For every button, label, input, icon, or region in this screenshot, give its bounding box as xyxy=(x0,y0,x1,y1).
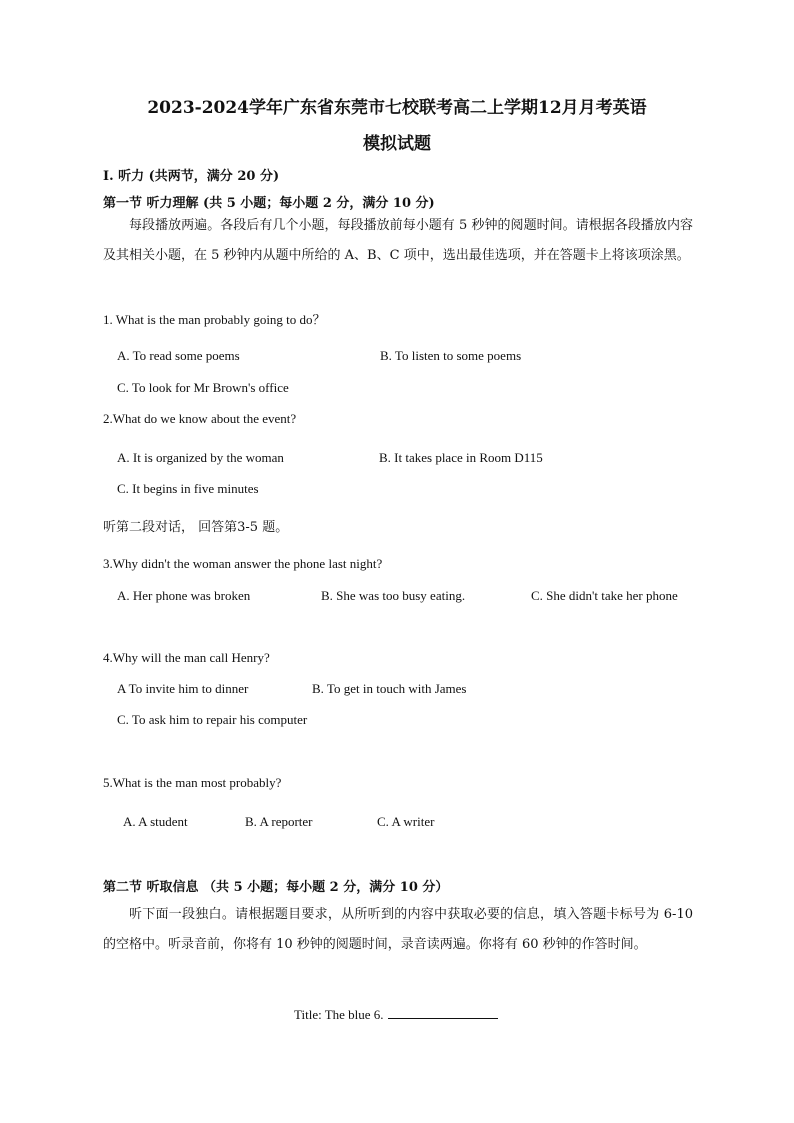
part2-instructions: 听下面一段独白。请根据题目要求，从所听到的内容中获取必要的信息，填入答题卡标号为 6-10 的空格中。听录音前，你将有 10 秒钟的阅题时间，录音读两遍。你将有 60 秒钟的作答时间。 xyxy=(103,907,693,952)
section-heading-listening: I. 听力 (共两节，满分 20 分) xyxy=(103,169,280,184)
question-5-stem: 5.What is the man most probably? xyxy=(103,775,282,790)
part2-heading: 第二节 听取信息 （共 5 小题；每小题 2 分，满分 10 分） xyxy=(103,880,449,895)
question-4-option-c: C. To ask him to repair his computer xyxy=(117,712,308,727)
question-5-option-c: C. A writer xyxy=(377,814,435,829)
question-1-option-c: C. To look for Mr Brown's office xyxy=(117,380,289,395)
question-5-option-a: A. A student xyxy=(123,814,188,829)
document-title-line2: 模拟试题 xyxy=(363,134,431,154)
question-2-option-b: B. It takes place in Room D115 xyxy=(379,450,543,465)
answer-blank-6[interactable] xyxy=(388,1006,498,1019)
question-4-option-a: A To invite him to dinner xyxy=(117,681,249,696)
question-4-option-b: B. To get in touch with James xyxy=(312,681,467,696)
question-1-stem: 1. What is the man probably going to do？ xyxy=(103,312,326,327)
part1-heading: 第一节 听力理解 (共 5 小题；每小题 2 分，满分 10 分) xyxy=(103,196,435,211)
question-3-option-b: B. She was too busy eating. xyxy=(321,588,466,603)
title-fill-line xyxy=(294,1006,498,1023)
question-3-option-a: A. Her phone was broken xyxy=(117,588,251,603)
question-2-stem: 2.What do we know about the event? xyxy=(103,411,297,426)
question-2-option-a: A. It is organized by the woman xyxy=(117,450,284,465)
document-title-line1: 2023-2024学年广东省东莞市七校联考高二上学期12月月考英语 xyxy=(147,98,647,118)
question-3-option-c: C. She didn't take her phone xyxy=(531,588,678,603)
question-2-option-c: C. It begins in five minutes xyxy=(117,481,259,496)
dialogue-2-note: 听第二段对话， 回答第3-5 题。 xyxy=(103,520,289,535)
question-4-stem: 4.Why will the man call Henry? xyxy=(103,650,270,665)
part1-instructions: 每段播放两遍。各段后有几个小题，每段播放前每小题有 5 秒钟的阅题时间。请根据各段播放内容及其相关小题，在 5 秒钟内从题中所给的 A、B、C 项中，选出最佳选项，并在答题卡上将该项涂黑。 xyxy=(103,218,693,263)
question-1-option-a: A. To read some poems xyxy=(117,348,240,363)
question-3-stem: 3.Why didn't the woman answer the phone last night? xyxy=(103,556,383,571)
question-1-option-b: B. To listen to some poems xyxy=(380,348,522,363)
title-fill-text: Title: The blue 6. xyxy=(294,1007,384,1022)
question-5-option-b: B. A reporter xyxy=(245,814,313,829)
